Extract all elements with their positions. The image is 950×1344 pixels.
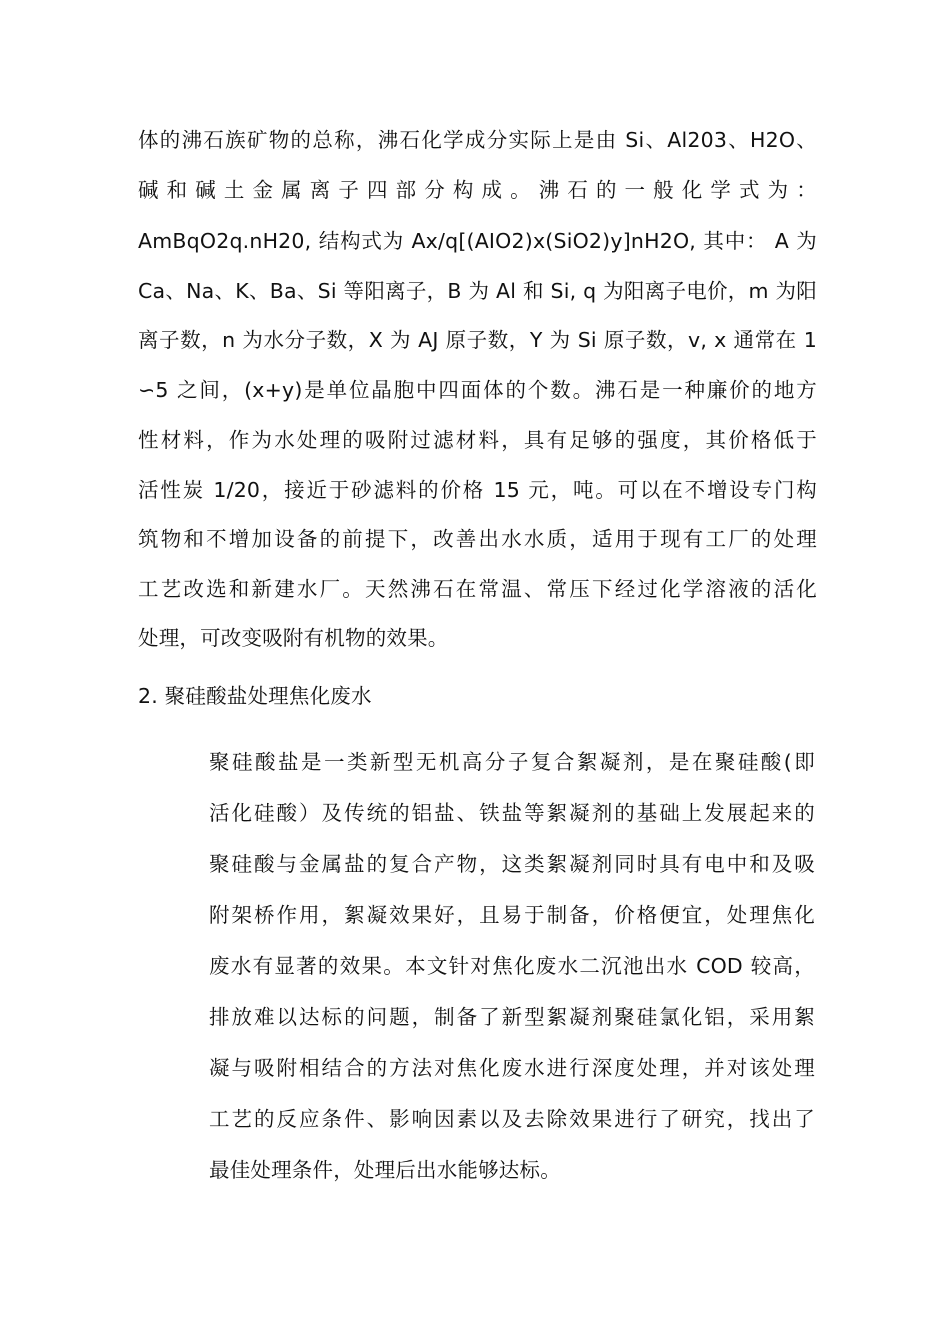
paragraph-line: 活化硅酸）及传统的铝盐、铁盐等絮凝剂的基础上发展起来的 (209, 801, 815, 825)
paragraph-line: 聚硅酸盐是一类新型无机高分子复合絮凝剂，是在聚硅酸(即 (209, 750, 815, 774)
paragraph-line: 碱和碱土金属离子四部分构成。沸石的一般化学式为： (138, 178, 817, 202)
paragraph-line: 体的沸石族矿物的总称，沸石化学成分实际上是由 Si、Al203、H2O、 (138, 128, 817, 152)
paragraph-line: ∽5 之间，(x+y)是单位晶胞中四面体的个数。沸石是一种廉价的地方 (138, 378, 817, 402)
paragraph-line: 工艺的反应条件、影响因素以及去除效果进行了研究，找出了 (209, 1107, 815, 1131)
section-heading: 2. 聚硅酸盐处理焦化废水 (138, 684, 372, 708)
paragraph-line: Ca、Na、K、Ba、Si 等阳离子，B 为 Al 和 Si, q 为阳离子电价，m 为阳 (138, 279, 817, 303)
paragraph-line: 活性炭 1/20，接近于砂滤料的价格 15 元，吨。可以在不增设专门构 (138, 478, 817, 502)
paragraph-line: 工艺改选和新建水厂。天然沸石在常温、常压下经过化学溶液的活化 (138, 577, 817, 601)
paragraph-line: 排放难以达标的问题，制备了新型絮凝剂聚硅氯化铝，采用絮 (209, 1005, 815, 1029)
paragraph-line: 处理，可改变吸附有机物的效果。 (138, 626, 449, 650)
paragraph-line: 聚硅酸与金属盐的复合产物，这类絮凝剂同时具有电中和及吸 (209, 852, 815, 876)
paragraph-line: 凝与吸附相结合的方法对焦化废水进行深度处理，并对该处理 (209, 1056, 815, 1080)
paragraph-line: AmBqO2q.nH20, 结构式为 Ax/q[(AIO2)x(SiO2)y]nH2O, 其中： A 为 (138, 229, 817, 253)
paragraph-line: 附架桥作用，絮凝效果好，且易于制备，价格便宜，处理焦化 (209, 903, 815, 927)
paragraph-line: 筑物和不增加设备的前提下，改善出水水质，适用于现有工厂的处理 (138, 527, 817, 551)
paragraph-line: 性材料，作为水处理的吸附过滤材料，具有足够的强度，其价格低于 (138, 428, 817, 452)
paragraph-line: 离子数，n 为水分子数，X 为 AJ 原子数，Y 为 Si 原子数，v, x 通常在 1 (138, 328, 817, 352)
paragraph-line: 最佳处理条件，处理后出水能够达标。 (209, 1158, 561, 1182)
paragraph-line: 废水有显著的效果。本文针对焦化废水二沉池出水 COD 较高， (209, 954, 815, 978)
